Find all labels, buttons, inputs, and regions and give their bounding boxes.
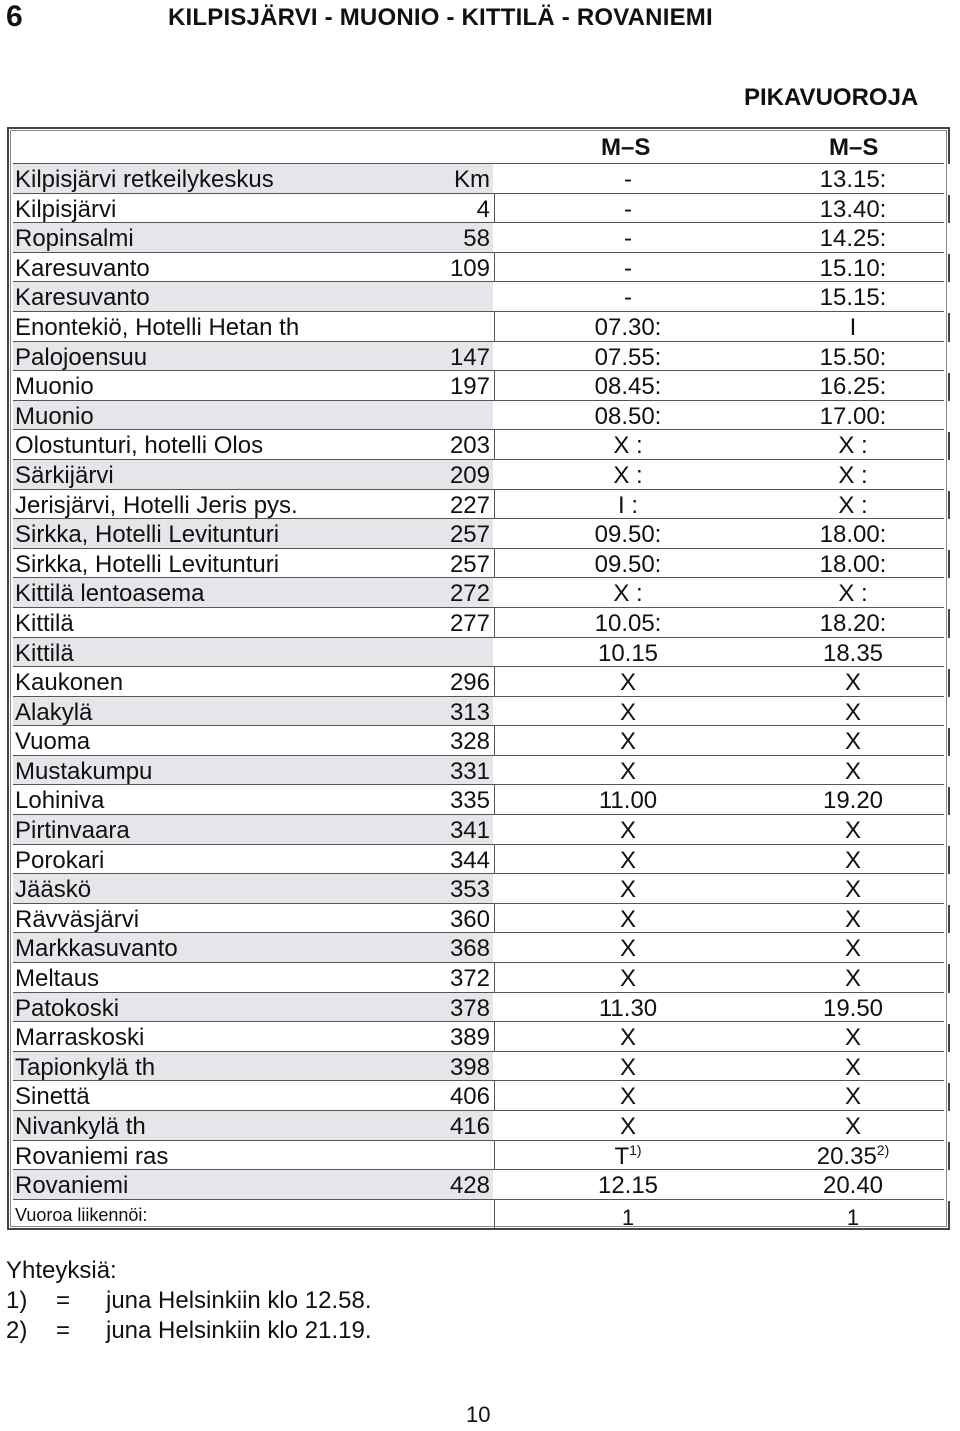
note-equals: = [56, 1287, 71, 1314]
time-value: 19.50 [822, 994, 884, 1022]
route-title: KILPISJÄRVI - MUONIO - KITTILÄ - ROVANIEMI [168, 4, 713, 31]
table-row [13, 784, 944, 814]
stop-km: 227 [449, 491, 490, 519]
time-value: 17.00: [819, 402, 887, 430]
departure-time-2 [718, 1052, 960, 1083]
time-value: 16.25: [819, 373, 887, 401]
time-value: 20.40 [822, 1172, 884, 1200]
time-value: 10.05: [594, 609, 662, 637]
stop-km: 109 [449, 254, 490, 282]
service-label: PIKAVUOROJA [744, 84, 919, 111]
time-value: X [619, 1053, 636, 1081]
departure-time-2 [718, 460, 960, 491]
departure-time-2 [718, 874, 960, 905]
time-value: 13.15: [819, 166, 887, 193]
stop-km: 360 [449, 905, 490, 933]
time-value: 14.25: [819, 225, 887, 253]
time-value: X : [613, 461, 643, 489]
table-row [13, 725, 944, 755]
time-value: X [844, 669, 861, 697]
table-row [13, 637, 944, 667]
table-row [13, 311, 944, 341]
departure-time-2 [718, 490, 960, 521]
time-value: X : [838, 432, 868, 460]
departure-time-2 [718, 401, 960, 432]
stop-name: Karesuvanto [15, 254, 150, 282]
footnote-marker: 1) [629, 1141, 642, 1158]
stop-km: 58 [463, 225, 490, 253]
time-value: X [844, 817, 861, 845]
footnote-marker: 2) [876, 1141, 890, 1158]
table-row [13, 932, 944, 962]
time-value: 09.50: [594, 521, 662, 549]
stop-name: Sinettä [15, 1083, 90, 1111]
time-value: X [844, 1024, 861, 1052]
time-value: X [619, 728, 636, 756]
notes-title: Yhteyksiä: [6, 1257, 117, 1284]
stop-km: 406 [449, 1083, 490, 1111]
time-value: 07.55: [594, 343, 662, 371]
time-value: X [619, 935, 636, 963]
stop-km: 389 [449, 1024, 490, 1052]
table-row [13, 1140, 944, 1170]
time-value: 11.30 [598, 994, 658, 1022]
time-value: 18.00: [819, 550, 887, 578]
table-row [13, 607, 944, 637]
table-row [13, 755, 944, 785]
stop-name: Kilpisjärvi retkeilykeskus [15, 166, 274, 193]
stop-km: 313 [449, 698, 490, 726]
stop-km: 257 [449, 521, 490, 549]
departure-time-2 [718, 638, 960, 669]
departure-time-2 [718, 785, 960, 816]
time-value: 08.50: [594, 402, 662, 430]
operation-day-2: 1 [846, 1204, 860, 1230]
time-value: 19.20 [822, 787, 884, 815]
time-value: X [619, 846, 636, 874]
departure-time-2 [718, 1170, 960, 1201]
stop-km: 368 [449, 935, 490, 963]
stop-km: 209 [449, 461, 490, 489]
time-value: 18.00: [819, 521, 887, 549]
table-row [13, 844, 944, 874]
stop-km: 344 [449, 846, 490, 874]
departure-time-2 [718, 963, 960, 994]
table-row [13, 1169, 944, 1199]
column-header-day1: M–S [601, 134, 651, 161]
table-row [13, 459, 944, 489]
departure-time-2 [718, 371, 960, 402]
time-value: X [619, 698, 636, 726]
stop-name: Pirtinvaara [15, 817, 130, 845]
time-value: 08.45: [594, 373, 662, 401]
stop-name: Kittilä [15, 639, 74, 667]
time-value: X [844, 1053, 861, 1081]
departure-time-2 [718, 578, 960, 609]
table-row [13, 962, 944, 992]
time-value: X [844, 965, 861, 993]
operation-label: Vuoroa liikennöi: [15, 1204, 148, 1225]
stop-name: Sirkka, Hotelli Levitunturi [15, 521, 280, 549]
time-value: X [619, 669, 636, 697]
table-row [13, 281, 944, 311]
departure-time-2 [718, 519, 960, 550]
departure-time-2 [718, 726, 960, 757]
table-row [13, 992, 944, 1022]
stop-name: Palojoensuu [15, 343, 148, 371]
time-value: X [844, 846, 861, 874]
page-number: 10 [466, 1402, 491, 1427]
stop-name: Enontekiö, Hotelli Hetan th [15, 313, 300, 341]
departure-time-2 [718, 1141, 960, 1172]
route-number: 6 [6, 0, 23, 33]
stop-name: Tapionkylä th [15, 1053, 156, 1081]
time-value: X [619, 905, 636, 933]
time-value: 07.30: [594, 313, 662, 341]
stop-km: 4 [476, 195, 490, 223]
stop-name: Kittilä lentoasema [15, 580, 205, 608]
departure-time-2 [718, 253, 960, 284]
time-value: X [619, 817, 636, 845]
time-value: 11.00 [598, 787, 658, 815]
stop-name: Marraskoski [15, 1024, 145, 1052]
table-row [13, 518, 944, 548]
stop-km: 328 [449, 728, 490, 756]
timetable-rows [13, 163, 944, 1228]
column-header-row [13, 133, 944, 163]
time-value: 18.35 [822, 639, 884, 667]
stop-name: Alakylä [15, 698, 93, 726]
table-row [13, 163, 944, 193]
table-row [13, 429, 944, 459]
stop-name: Muonio [15, 373, 94, 401]
time-value: 15.10: [819, 254, 887, 282]
time-value: X [844, 1113, 861, 1140]
departure-time-2 [718, 1111, 960, 1142]
stop-km: 341 [449, 817, 490, 845]
time-value: X : [838, 580, 868, 608]
time-value: I [849, 313, 857, 341]
departure-time-2 [718, 608, 960, 639]
departure-time-2 [718, 194, 960, 225]
departure-time-2 [718, 845, 960, 876]
stop-name: Kilpisjärvi [15, 195, 117, 223]
stop-name: Lohiniva [15, 787, 105, 815]
table-row [13, 577, 944, 607]
time-value: X [844, 876, 861, 904]
departure-time-2 [718, 815, 960, 846]
table-row [13, 903, 944, 933]
departure-time-2 [718, 756, 960, 787]
time-value: X [619, 757, 636, 785]
stop-name: Kaukonen [15, 669, 124, 697]
departure-time-2 [718, 697, 960, 728]
departure-time-2 [718, 282, 960, 313]
stop-km: 203 [449, 432, 490, 460]
stop-name: Karesuvanto [15, 284, 150, 312]
stop-km: 378 [449, 994, 490, 1022]
connections-notes [6, 1256, 372, 1346]
stop-km: 335 [449, 787, 490, 815]
stop-name: Muonio [15, 402, 94, 430]
note-text: juna Helsinkiin klo 12.58. [106, 1287, 372, 1314]
time-value: - [624, 254, 632, 282]
time-value: X [619, 1024, 636, 1052]
stop-km: 257 [449, 550, 490, 578]
note-item [6, 1316, 372, 1346]
departure-time-2 [718, 430, 960, 461]
stop-name: Jerisjärvi, Hotelli Jeris pys. [15, 491, 298, 519]
departure-time-2 [718, 312, 960, 343]
departure-time-2 [718, 667, 960, 698]
time-value: X [619, 1113, 636, 1140]
time-value: - [624, 225, 632, 253]
operation-row [13, 1199, 944, 1229]
time-value: 10.15 [597, 639, 659, 667]
time-value: X : [838, 461, 868, 489]
stop-name: Olostunturi, hotelli Olos [15, 432, 264, 460]
stop-km: 296 [449, 669, 490, 697]
stop-km: 428 [449, 1172, 490, 1200]
stop-km: 353 [449, 876, 490, 904]
note-key: 2) [6, 1317, 28, 1344]
departure-time-2 [718, 164, 960, 195]
table-row [13, 193, 944, 223]
stop-km: 272 [449, 580, 490, 608]
table-row [13, 222, 944, 252]
time-value: X [619, 1083, 636, 1111]
table-row [13, 696, 944, 726]
stop-km: Km [454, 166, 490, 193]
stop-name: Rävväsjärvi [15, 905, 140, 933]
time-value: X : [613, 580, 643, 608]
time-value: X [844, 757, 861, 785]
departure-time-2 [718, 993, 960, 1024]
departure-time-2 [718, 549, 960, 580]
time-value: 20.35 [816, 1142, 877, 1170]
stop-name: Sirkka, Hotelli Levitunturi [15, 550, 280, 578]
stop-km: 372 [449, 965, 490, 993]
note-item [6, 1286, 372, 1316]
column-header-day2: M–S [829, 134, 879, 161]
stop-name: Kittilä [15, 609, 74, 637]
departure-time-2 [718, 223, 960, 254]
stop-km: 277 [449, 609, 490, 637]
time-value: X : [613, 432, 643, 460]
stop-name: Mustakumpu [15, 757, 153, 785]
stop-name: Rovaniemi [15, 1172, 129, 1200]
table-row [13, 341, 944, 371]
note-key: 1) [6, 1287, 28, 1314]
note-equals: = [56, 1317, 71, 1344]
stop-km: 416 [449, 1113, 490, 1140]
time-value: 13.40: [819, 195, 887, 223]
stop-name: Vuoma [15, 728, 91, 756]
stop-km: 197 [449, 373, 490, 401]
time-value: 15.50: [819, 343, 887, 371]
departure-time-2 [718, 1022, 960, 1053]
stop-km: 398 [449, 1053, 490, 1081]
table-row [13, 1051, 944, 1081]
stop-name: Meltaus [15, 965, 100, 993]
table-row [13, 548, 944, 578]
departure-time-2 [718, 933, 960, 964]
stop-name: Jääskö [15, 876, 92, 904]
stop-name: Markkasuvanto [15, 935, 178, 963]
time-value: I : [617, 491, 638, 519]
operation-day-1: 1 [621, 1204, 635, 1230]
time-value: 12.15 [597, 1172, 659, 1200]
stop-km: 331 [449, 757, 490, 785]
stop-name: Ropinsalmi [15, 225, 134, 253]
time-value: 18.20: [819, 609, 887, 637]
time-value: 15.15: [819, 284, 887, 312]
table-row [13, 252, 944, 282]
stop-name: Särkijärvi [15, 461, 114, 489]
departure-time-2 [718, 342, 960, 373]
time-value: 09.50: [594, 550, 662, 578]
table-row [13, 873, 944, 903]
stop-name: Patokoski [15, 994, 120, 1022]
time-value: - [624, 166, 632, 193]
stop-km: 147 [449, 343, 490, 371]
time-value: X [844, 905, 861, 933]
table-row [13, 1110, 944, 1140]
time-value: X [844, 1083, 861, 1111]
time-value: X [844, 728, 861, 756]
stop-name: Rovaniemi ras [15, 1142, 169, 1170]
time-value: - [624, 195, 632, 223]
time-value: X : [838, 491, 868, 519]
departure-time-2 [718, 1081, 960, 1112]
stop-name: Nivankylä th [15, 1113, 146, 1140]
time-value: X [619, 876, 636, 904]
stop-name: Porokari [15, 846, 105, 874]
time-value: X [844, 935, 861, 963]
table-row [13, 400, 944, 430]
time-value: T [614, 1142, 630, 1170]
table-row [13, 814, 944, 844]
time-value: X [844, 698, 861, 726]
table-row [13, 489, 944, 519]
timetable [7, 127, 950, 1230]
note-text: juna Helsinkiin klo 21.19. [106, 1317, 372, 1344]
departure-time-2 [718, 904, 960, 935]
table-row [13, 666, 944, 696]
table-row [13, 1021, 944, 1051]
time-value: X [619, 965, 636, 993]
table-row [13, 370, 944, 400]
table-row [13, 1080, 944, 1110]
time-value: - [624, 284, 632, 312]
